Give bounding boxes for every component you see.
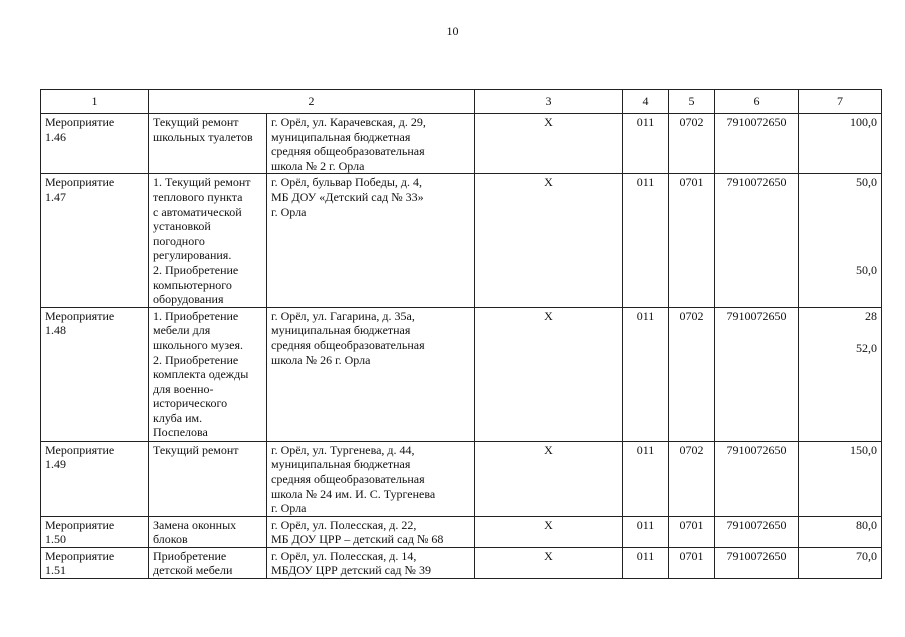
col6-cell: 7910072650 — [715, 516, 799, 547]
amount-cell: 80,0 — [799, 516, 882, 547]
column-header-6: 6 — [715, 90, 799, 114]
table-row — [41, 174, 882, 307]
col5-cell: 0702 — [669, 441, 715, 516]
col5-cell: 0701 — [669, 547, 715, 578]
column-header-1: 1 — [41, 90, 149, 114]
amount-cell: 70,0 — [799, 547, 882, 578]
event-cell: Мероприятие 1.49 — [41, 441, 149, 516]
work-cell: 1. Приобретение мебели для школьного музея. 2. Приобретение комплекта одежды для военно- исторического клуба им. Поспелова — [149, 307, 267, 441]
address-cell: г. Орёл, ул. Полесская, д. 14, МБДОУ ЦРР детский сад № 39 — [267, 547, 475, 578]
col3-cell: Х — [475, 441, 623, 516]
address-cell: г. Орёл, бульвар Победы, д. 4, МБ ДОУ «Детский сад № 33» г. Орла — [267, 174, 475, 307]
col4-cell: 011 — [623, 441, 669, 516]
column-header-5: 5 — [669, 90, 715, 114]
amount-cell: 100,0 — [799, 114, 882, 174]
col6-cell: 7910072650 — [715, 307, 799, 441]
col4-cell: 011 — [623, 174, 669, 307]
col4-cell: 011 — [623, 307, 669, 441]
event-cell: Мероприятие 1.51 — [41, 547, 149, 578]
column-number-header-row — [41, 90, 882, 114]
measures-table — [40, 89, 882, 579]
address-cell: г. Орёл, ул. Карачевская, д. 29, муниципальная бюджетная средняя общеобразовательная школа № 2 г. Орла — [267, 114, 475, 174]
column-header-4: 4 — [623, 90, 669, 114]
work-cell: Приобретение детской мебели — [149, 547, 267, 578]
page-number: 10 — [446, 24, 459, 38]
col3-cell: Х — [475, 516, 623, 547]
table-row — [41, 114, 882, 174]
work-cell: Текущий ремонт школьных туалетов — [149, 114, 267, 174]
column-header-2: 2 — [149, 90, 475, 114]
col3-cell: Х — [475, 114, 623, 174]
col5-cell: 0702 — [669, 307, 715, 441]
work-cell: Замена оконных блоков — [149, 516, 267, 547]
col4-cell: 011 — [623, 516, 669, 547]
col5-cell: 0701 — [669, 174, 715, 307]
work-cell: Текущий ремонт — [149, 441, 267, 516]
col3-cell: Х — [475, 174, 623, 307]
event-cell: Мероприятие 1.47 — [41, 174, 149, 307]
table-row — [41, 547, 882, 578]
amount-cell: 150,0 — [799, 441, 882, 516]
col3-cell: Х — [475, 547, 623, 578]
address-cell: г. Орёл, ул. Полесская, д. 22, МБ ДОУ ЦРР – детский сад № 68 — [267, 516, 475, 547]
col6-cell: 7910072650 — [715, 174, 799, 307]
amount-cell: 28 52,0 — [799, 307, 882, 441]
col6-cell: 7910072650 — [715, 114, 799, 174]
table-row — [41, 441, 882, 516]
address-cell: г. Орёл, ул. Гагарина, д. 35а, муниципальная бюджетная средняя общеобразовательная школа № 26 г. Орла — [267, 307, 475, 441]
work-cell: 1. Текущий ремонт теплового пункта с автоматической установкой погодного регулирования. 2. Приобретение компьютерного оборудования — [149, 174, 267, 307]
address-cell: г. Орёл, ул. Тургенева, д. 44, муниципальная бюджетная средняя общеобразовательная школа № 24 им. И. С. Тургенева г. Орла — [267, 441, 475, 516]
event-cell: Мероприятие 1.50 — [41, 516, 149, 547]
col4-cell: 011 — [623, 114, 669, 174]
col5-cell: 0702 — [669, 114, 715, 174]
col3-cell: Х — [475, 307, 623, 441]
event-cell: Мероприятие 1.46 — [41, 114, 149, 174]
col6-cell: 7910072650 — [715, 441, 799, 516]
col4-cell: 011 — [623, 547, 669, 578]
table-row — [41, 516, 882, 547]
column-header-3: 3 — [475, 90, 623, 114]
col5-cell: 0701 — [669, 516, 715, 547]
col6-cell: 7910072650 — [715, 547, 799, 578]
amount-cell: 50,0 50,0 — [799, 174, 882, 307]
table-row — [41, 307, 882, 441]
column-header-7: 7 — [799, 90, 882, 114]
event-cell: Мероприятие 1.48 — [41, 307, 149, 441]
